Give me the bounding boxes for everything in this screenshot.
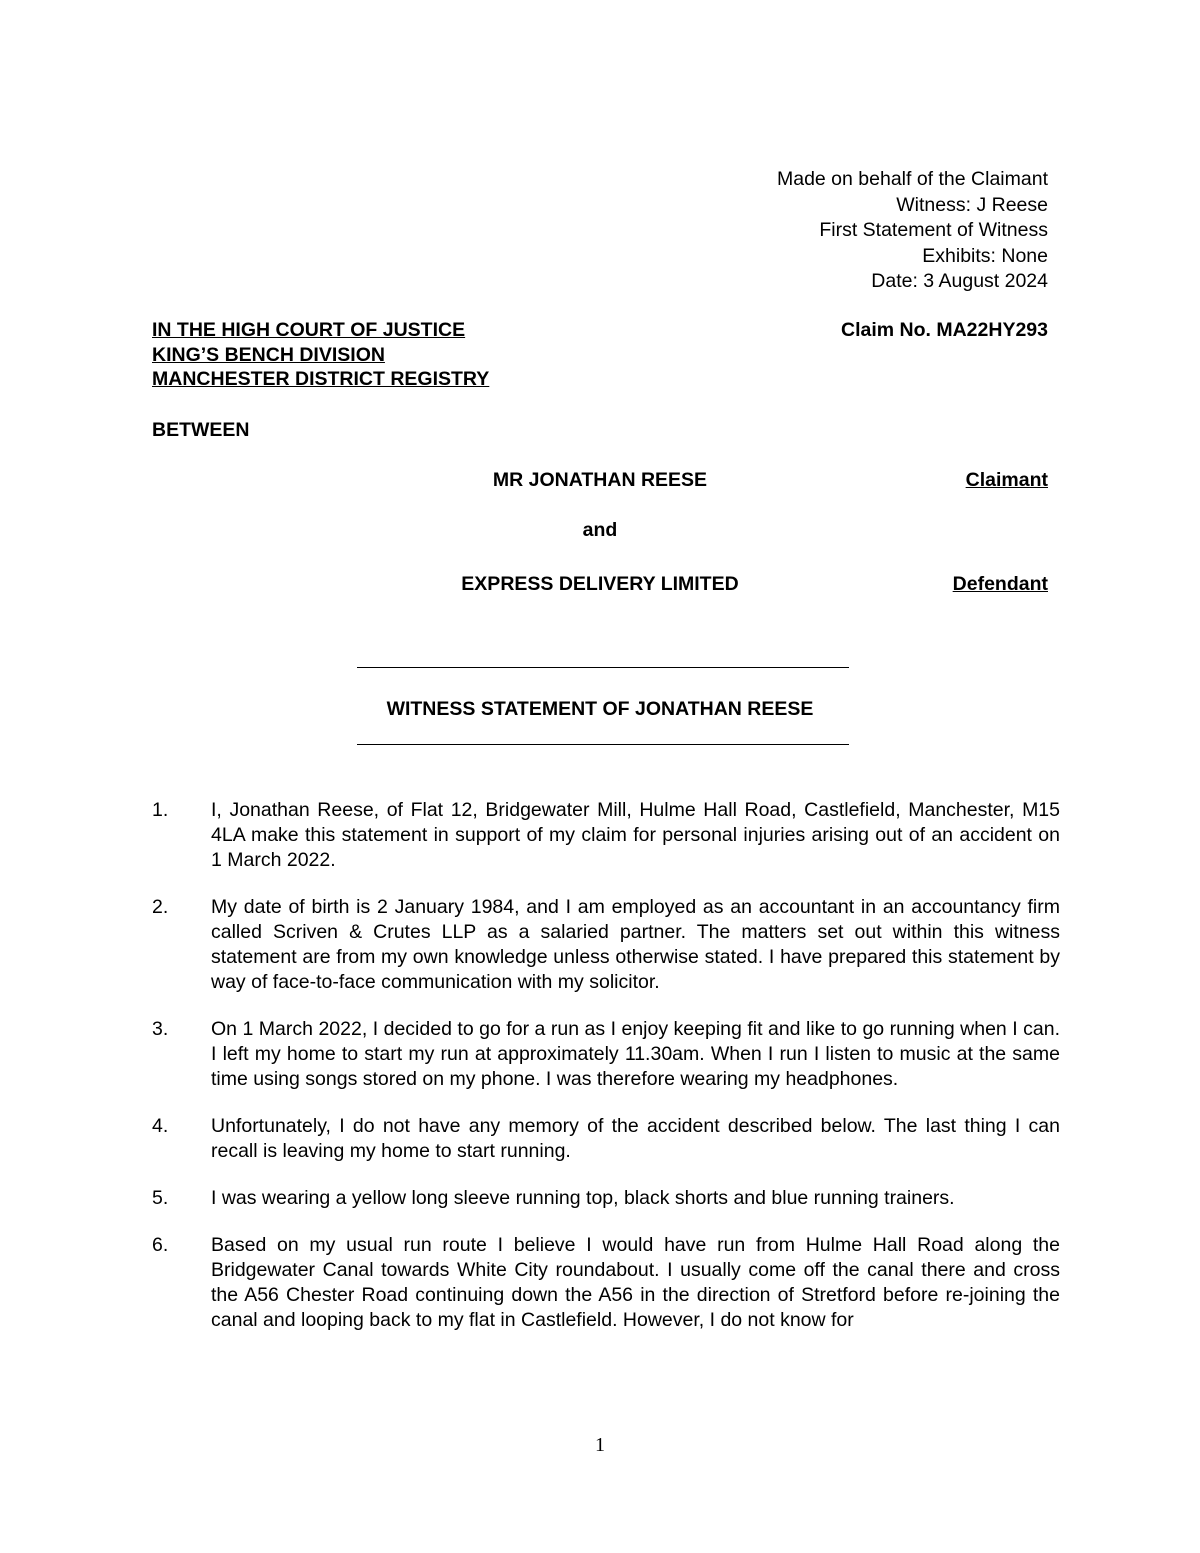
date-line: Date: 3 August 2024 — [871, 270, 1048, 292]
claimant-name: MR JONATHAN REESE — [492, 469, 708, 491]
paragraph-number: 6. — [152, 1234, 169, 1256]
between-label: BETWEEN — [152, 419, 250, 441]
paragraph-text: On 1 March 2022, I decided to go for a run as I enjoy keeping fit and like to go running when I can. I left my home to start my run at approximately 11.30am. When I run I listen to music at the same time using songs stored on my phone. I was therefore wearing my headphones. — [211, 1018, 1060, 1090]
defendant-name: EXPRESS DELIVERY LIMITED — [461, 573, 739, 595]
paragraph — [152, 798, 1060, 873]
made-on-behalf-line: Made on behalf of the Claimant — [776, 168, 1048, 190]
court-name: IN THE HIGH COURT OF JUSTICE — [152, 319, 466, 341]
witness-line: Witness: J Reese — [896, 193, 1048, 216]
title-top-rule — [357, 667, 849, 668]
court-heading — [152, 318, 489, 392]
paragraph-text: My date of birth is 2 January 1984, and I am employed as an accountant in an accountancy firm called Scriven & Crutes LLP as a salaried partner. The matters set out within this witness statement are from my own knowledge unless otherwise stated. I have prepared this statement by way of face-to-face communication with my solicitor. — [211, 896, 1060, 993]
statement-title: WITNESS STATEMENT OF JONATHAN REESE — [386, 698, 814, 720]
paragraph-number: 3. — [152, 1018, 169, 1040]
claim-number: Claim No. MA22HY293 — [841, 319, 1048, 341]
title-bottom-rule — [357, 744, 849, 745]
paragraph — [152, 1186, 1060, 1211]
paragraph-number: 5. — [152, 1187, 169, 1209]
court-division: KING’S BENCH DIVISION — [152, 343, 385, 366]
statement-paragraphs — [152, 798, 1060, 1355]
exhibits-line: Exhibits: None — [922, 244, 1048, 267]
paragraph-number: 1. — [152, 799, 169, 821]
claimant-role: Claimant — [965, 469, 1048, 491]
paragraph — [152, 895, 1060, 995]
page-number: 1 — [595, 1434, 605, 1456]
paragraph-number: 2. — [152, 896, 169, 918]
paragraph-number: 4. — [152, 1115, 169, 1137]
paragraph-text: Unfortunately, I do not have any memory of the accident described below. The last thing I can recall is leaving my home to start running. — [211, 1115, 1060, 1162]
paragraph — [152, 1114, 1060, 1164]
defendant-role: Defendant — [952, 573, 1048, 595]
court-registry: MANCHESTER DISTRICT REGISTRY — [152, 368, 490, 390]
paragraph-text: Based on my usual run route I believe I would have run from Hulme Hall Road along the Bridgewater Canal towards White City roundabout. I usually come off the canal there and cross the A56 Chester Road continuing down the A56 in the direction of Stretford before re-joining the canal and looping back to my flat in Castlefield. However, I do not know for — [211, 1234, 1060, 1331]
statement-number-line: First Statement of Witness — [819, 219, 1048, 241]
paragraph — [152, 1017, 1060, 1092]
paragraph-text: I, Jonathan Reese, of Flat 12, Bridgewater Mill, Hulme Hall Road, Castlefield, Manchester, M15 4LA make this statement in support of my claim for personal injuries arising out of an accident on 1 March 2022. — [211, 799, 1060, 871]
and-label: and — [582, 519, 618, 541]
paragraph-text: I was wearing a yellow long sleeve running top, black shorts and blue running trainers. — [211, 1187, 955, 1209]
paragraph — [152, 1233, 1060, 1333]
statement-metadata — [777, 167, 1048, 295]
